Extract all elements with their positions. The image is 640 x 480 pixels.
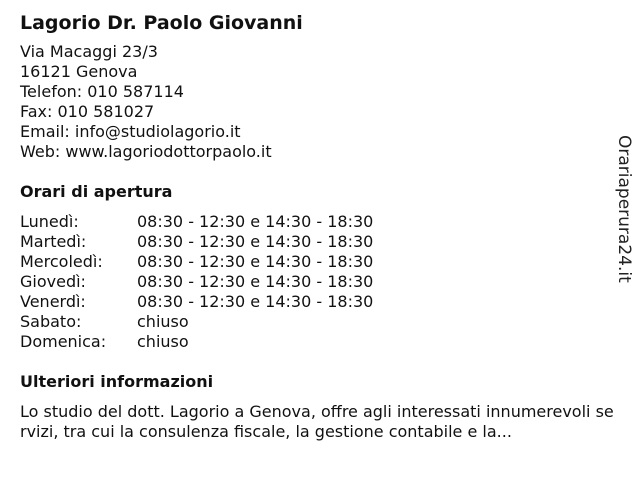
day-label: Venerdì: bbox=[20, 292, 86, 311]
additional-info-text: Lo studio del dott. Lagorio a Genova, offre agli interessati innumerevoli servizi, tra cui la consulenza fiscale, la gestione contabile e la... bbox=[20, 402, 614, 441]
fax-number: Fax: 010 581027 bbox=[20, 102, 155, 121]
day-label: Lunedì: bbox=[20, 212, 79, 231]
time-value: 08:30 - 12:30 e 14:30 - 18:30 bbox=[137, 232, 374, 251]
additional-info-title: Ulteriori informazioni bbox=[20, 372, 214, 391]
hours-row-tuesday bbox=[20, 232, 620, 252]
hours-row-saturday bbox=[20, 312, 620, 332]
time-value: 08:30 - 12:30 e 14:30 - 18:30 bbox=[137, 272, 374, 291]
day-label: Martedì: bbox=[20, 232, 87, 251]
business-card bbox=[20, 8, 620, 442]
website-address: Web: www.lagoriodottorpaolo.it bbox=[20, 142, 272, 161]
opening-hours-title: Orari di apertura bbox=[20, 182, 173, 201]
time-value: 08:30 - 12:30 e 14:30 - 18:30 bbox=[137, 212, 374, 231]
hours-row-sunday bbox=[20, 332, 620, 352]
hours-row-wednesday bbox=[20, 252, 620, 272]
business-name: Lagorio Dr. Paolo Giovanni bbox=[20, 12, 303, 34]
brand-watermark: Orariaperura24.it bbox=[614, 135, 634, 283]
hours-row-monday bbox=[20, 212, 620, 232]
hours-row-friday bbox=[20, 292, 620, 312]
street-address: Via Macaggi 23/3 bbox=[20, 42, 158, 61]
contact-block bbox=[20, 42, 620, 162]
day-label: Giovedì: bbox=[20, 272, 86, 291]
opening-hours-table bbox=[20, 212, 620, 352]
time-value: 08:30 - 12:30 e 14:30 - 18:30 bbox=[137, 292, 374, 311]
time-value: chiuso bbox=[137, 312, 189, 331]
day-label: Sabato: bbox=[20, 312, 82, 331]
day-label: Domenica: bbox=[20, 332, 107, 351]
day-label: Mercoledì: bbox=[20, 252, 103, 271]
time-value: 08:30 - 12:30 e 14:30 - 18:30 bbox=[137, 252, 374, 271]
email-address: Email: info@studiolagorio.it bbox=[20, 122, 241, 141]
time-value: chiuso bbox=[137, 332, 189, 351]
phone-number: Telefon: 010 587114 bbox=[20, 82, 184, 101]
city-address: 16121 Genova bbox=[20, 62, 138, 81]
hours-row-thursday bbox=[20, 272, 620, 292]
